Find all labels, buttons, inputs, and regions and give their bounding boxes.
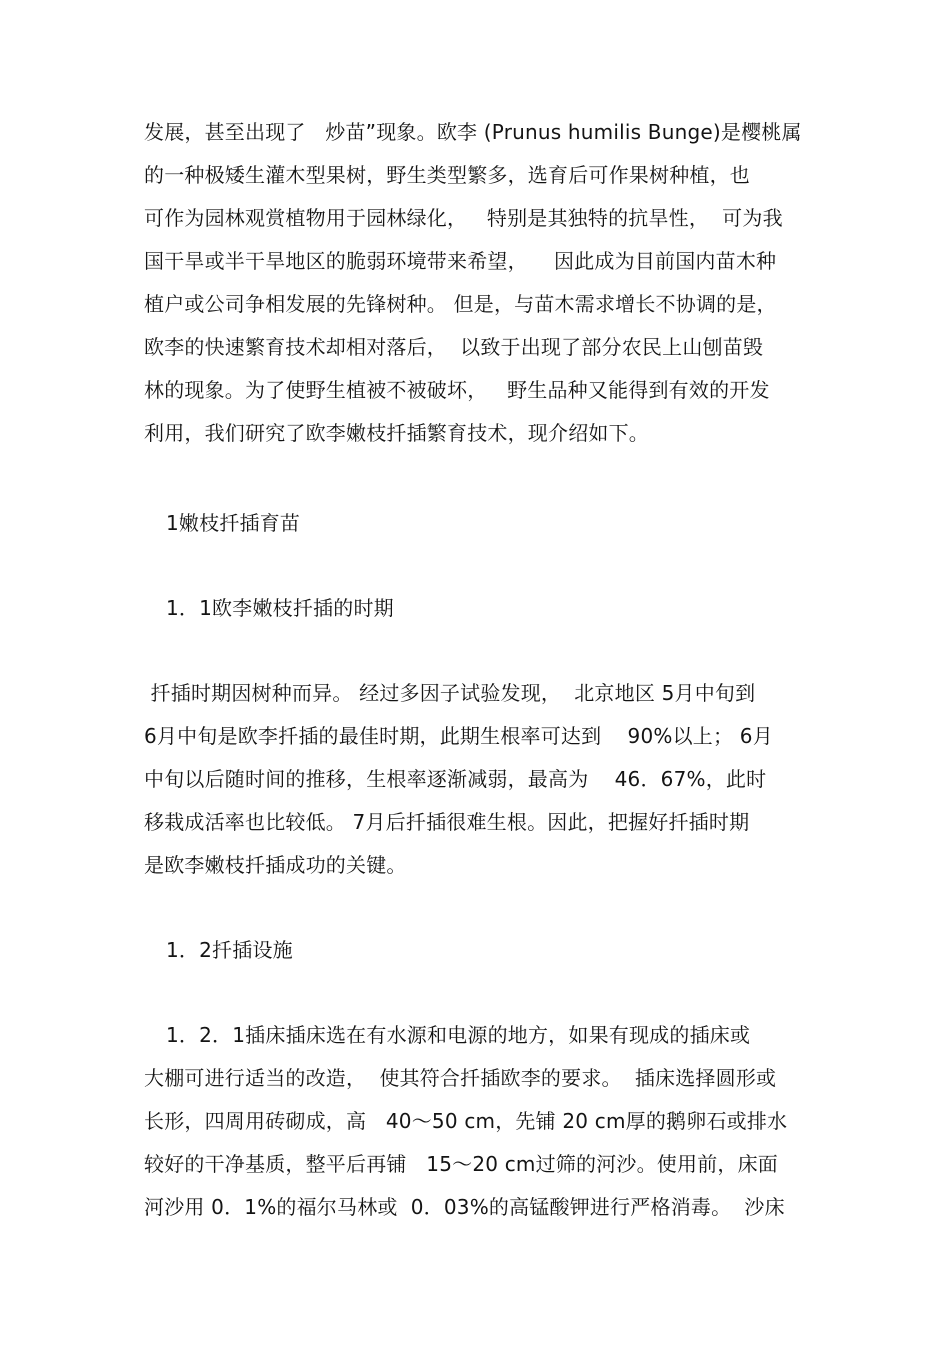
paragraph-line: 发展，甚至出现了 炒苗”现象。欧李 (Prunus humilis Bunge)是樱桃属 xyxy=(144,120,802,144)
paragraph-line: 植户或公司争相发展的先锋树种。 但是，与苗木需求增长不协调的是， xyxy=(144,292,777,316)
paragraph-line: 可作为园林观赏植物用于园林绿化， 特别是其独特的抗旱性， 可为我 xyxy=(144,206,783,230)
section-heading: 1嫩枝扦插育苗 xyxy=(166,511,301,535)
paragraph-line: 河沙用 0．1%的福尔马林或 0．03%的高锰酸钾进行严格消毒。 沙床 xyxy=(144,1195,785,1219)
paragraph-line: 大棚可进行适当的改造， 使其符合扦插欧李的要求。 插床选择圆形或 xyxy=(144,1066,777,1090)
paragraph-line: 长形，四周用砖砌成，高 40～50 cm，先铺 20 cm厚的鹅卵石或排水 xyxy=(144,1109,788,1133)
paragraph-line: 6月中旬是欧李扦插的最佳时期，此期生根率可达到 90%以上； 6月 xyxy=(144,724,773,748)
paragraph-line: 较好的干净基质，整平后再铺 15～20 cm过筛的河沙。使用前，床面 xyxy=(144,1152,779,1176)
paragraph-line: 的一种极矮生灌木型果树，野生类型繁多，选育后可作果树种植，也 xyxy=(144,163,750,187)
paragraph-line: 是欧李嫩枝扦插成功的关键。 xyxy=(144,853,407,877)
subsection-heading: 1．2扦插设施 xyxy=(166,938,293,962)
paragraph-line: 国干旱或半干旱地区的脆弱环境带来希望， 因此成为目前国内苗木种 xyxy=(144,249,777,273)
paragraph-line: 林的现象。为了使野生植被不被破坏， 野生品种又能得到有效的开发 xyxy=(144,378,770,402)
paragraph-line: 中旬以后随时间的推移，生根率逐渐减弱，最高为 46．67%，此时 xyxy=(144,767,767,791)
paragraph-line: 1．2．1插床插床选在有水源和电源的地方，如果有现成的插床或 xyxy=(166,1023,751,1047)
paragraph-line: 欧李的快速繁育技术却相对落后， 以致于出现了部分农民上山刨苗毁 xyxy=(144,335,764,359)
paragraph-line: 移栽成活率也比较低。 7月后扦插很难生根。因此，把握好扦插时期 xyxy=(144,810,750,834)
subsection-heading: 1．1欧李嫩枝扦插的时期 xyxy=(166,596,394,620)
paragraph-line: 利用，我们研究了欧李嫩枝扦插繁育技术，现介绍如下。 xyxy=(144,421,649,445)
paragraph-line: 扦插时期因树种而异。 经过多因子试验发现， 北京地区 5月中旬到 xyxy=(144,681,756,705)
